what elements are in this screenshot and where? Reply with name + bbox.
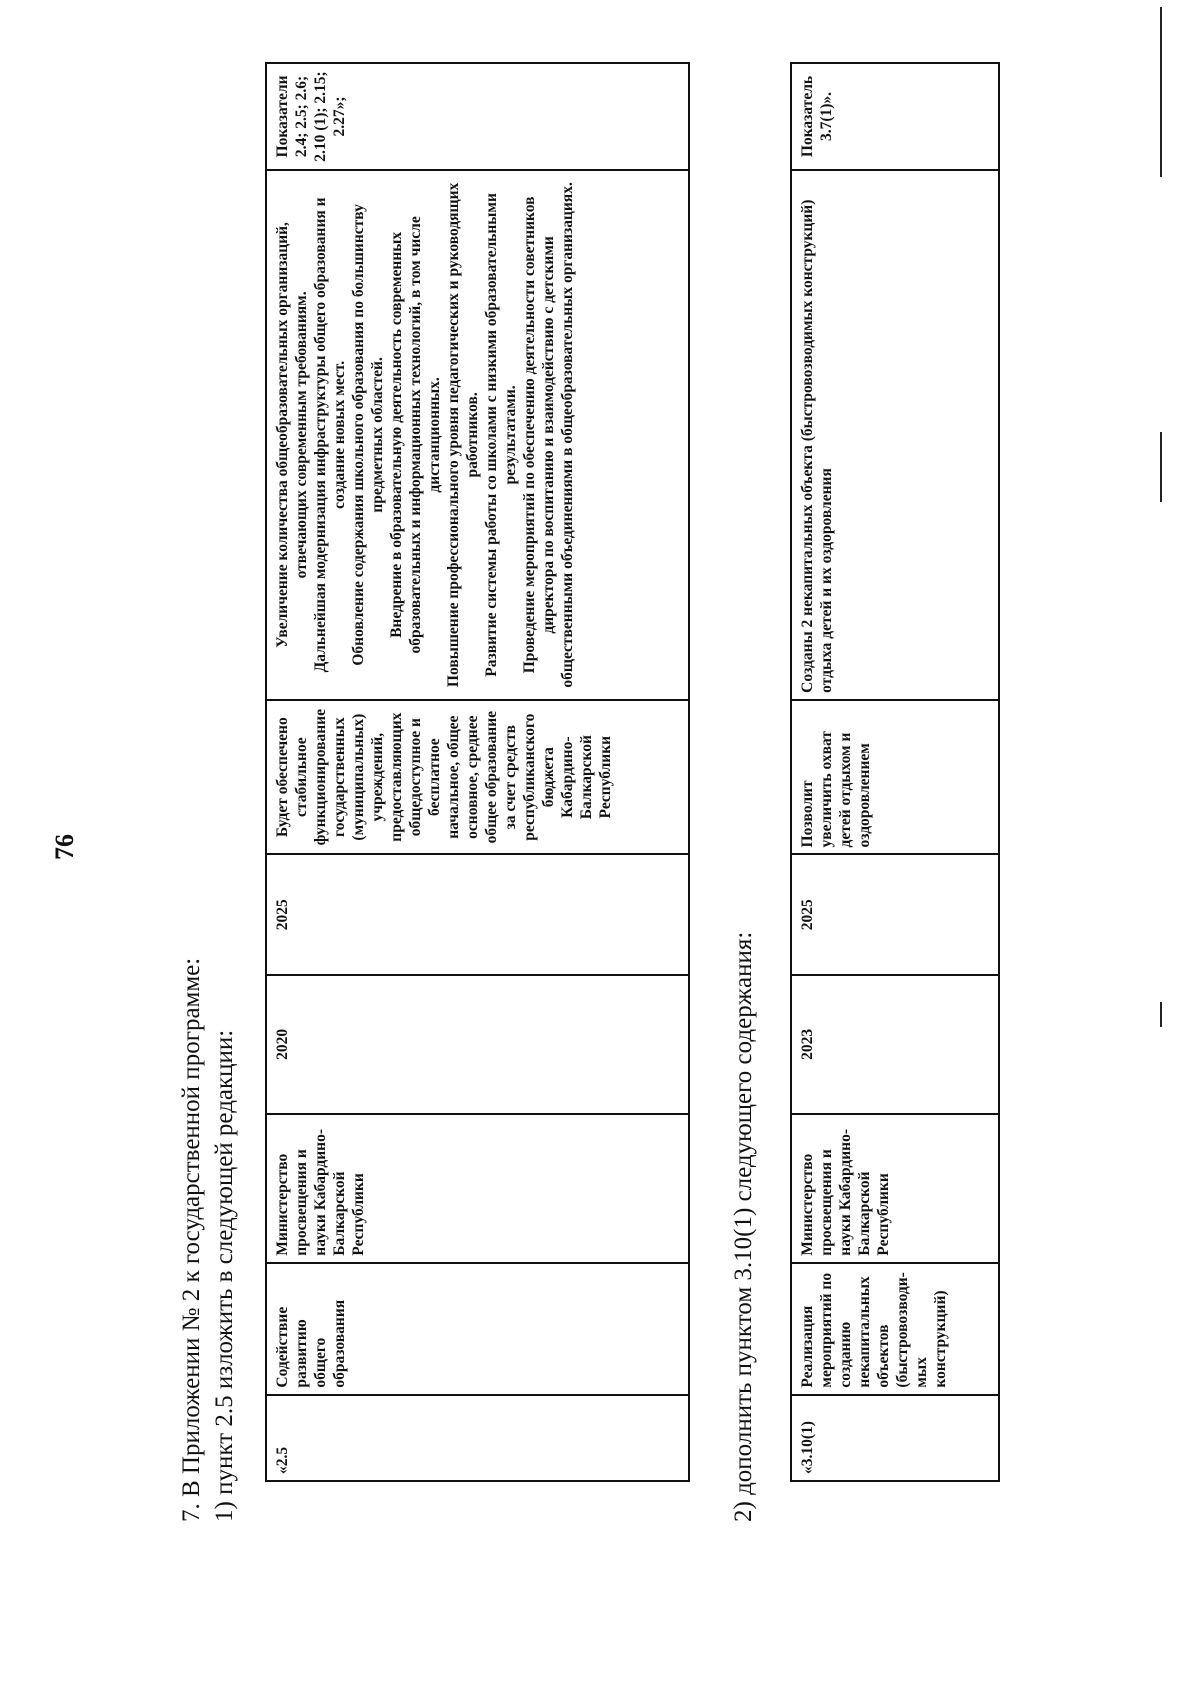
scan-edge-line — [1160, 7, 1162, 177]
direction-line: Дальнейшая модернизация инфраструктуры общего образования и создание новых мест. — [312, 197, 348, 673]
heading-line-1: 7. В Приложении № 2 к государственной программе: — [178, 957, 205, 1522]
section-heading — [175, 958, 241, 1522]
cell-start-year: 2023 — [791, 975, 999, 1114]
direction-line: Обновление содержания школьного образования по большинству предметных областей. — [350, 204, 386, 666]
amendment-intro: 2) дополнить пунктом 3.10(1) следующего содержания: — [730, 931, 757, 1522]
cell-directions — [266, 170, 689, 700]
direction-line: Внедрение в образовательную деятельность современных образовательных и информационных технологий, в том числе дистанционных. — [388, 216, 443, 654]
scan-edge-line — [1160, 432, 1162, 502]
table-row — [266, 63, 689, 1481]
scan-edge-line — [1160, 1002, 1162, 1027]
cell-end-year: 2025 — [266, 854, 689, 975]
cell-number: «3.10(1) — [791, 1395, 999, 1481]
cell-indicators: Показатели 2.4; 2.5; 2.6; 2.10 (1); 2.15; 2.27»; — [266, 63, 689, 170]
cell-name: Содействие развитию общего образования — [266, 1263, 689, 1395]
direction-line: Проведение мероприятий по обеспечению деятельности советников директора по воспитанию и взаимодействию с детскими общественными объединениями в общеобразовательных организациях. — [521, 182, 576, 688]
cell-directions: Созданы 2 некапитальных объекта (быстровозводимых конструкций) отдыха детей и их оздоровления — [791, 170, 999, 700]
cell-expected-result: Позволит увеличить охват детей отдыхом и оздоровлением — [791, 700, 999, 855]
direction-line: Повышение профессионального уровня педагогических и руководящих работников. — [445, 182, 481, 688]
cell-executor: Министерство просвещения и науки Кабардино-Балкарской Республики — [266, 1114, 689, 1263]
heading-line-2: 1) пункт 2.5 изложить в следующей редакции: — [211, 1029, 238, 1522]
cell-number: «2.5 — [266, 1395, 689, 1481]
cell-executor: Министерство просвещения и науки Кабардино-Балкарской Республики — [791, 1114, 999, 1263]
cell-end-year: 2025 — [791, 854, 999, 975]
direction-line: Увеличение количества общеобразовательных организаций, отвечающих современным требованиям. — [274, 222, 310, 648]
cell-indicators: Показатель 3.7(1)». — [791, 63, 999, 170]
page-number: 76 — [50, 834, 79, 860]
table-item-3-10-1 — [790, 62, 1000, 1482]
cell-expected-result: Будет обеспечено стабильное функционирование государственных (муниципальных) учреждений, предоставляющих общедоступное и бесплатное начальное, общее основное, среднее общее образование за счет средств республиканского бюджета Кабардино-Балкарской Республики — [266, 700, 689, 855]
table-item-2-5 — [265, 62, 690, 1482]
table-row — [791, 63, 999, 1481]
cell-name: Реализация мероприятий по созданию некапитальных объектов (быстровозводи-мых конструкций) — [791, 1263, 999, 1395]
direction-line: Развитие системы работы со школами с низкими образовательными результатами. — [483, 193, 519, 677]
cell-start-year: 2020 — [266, 975, 689, 1114]
